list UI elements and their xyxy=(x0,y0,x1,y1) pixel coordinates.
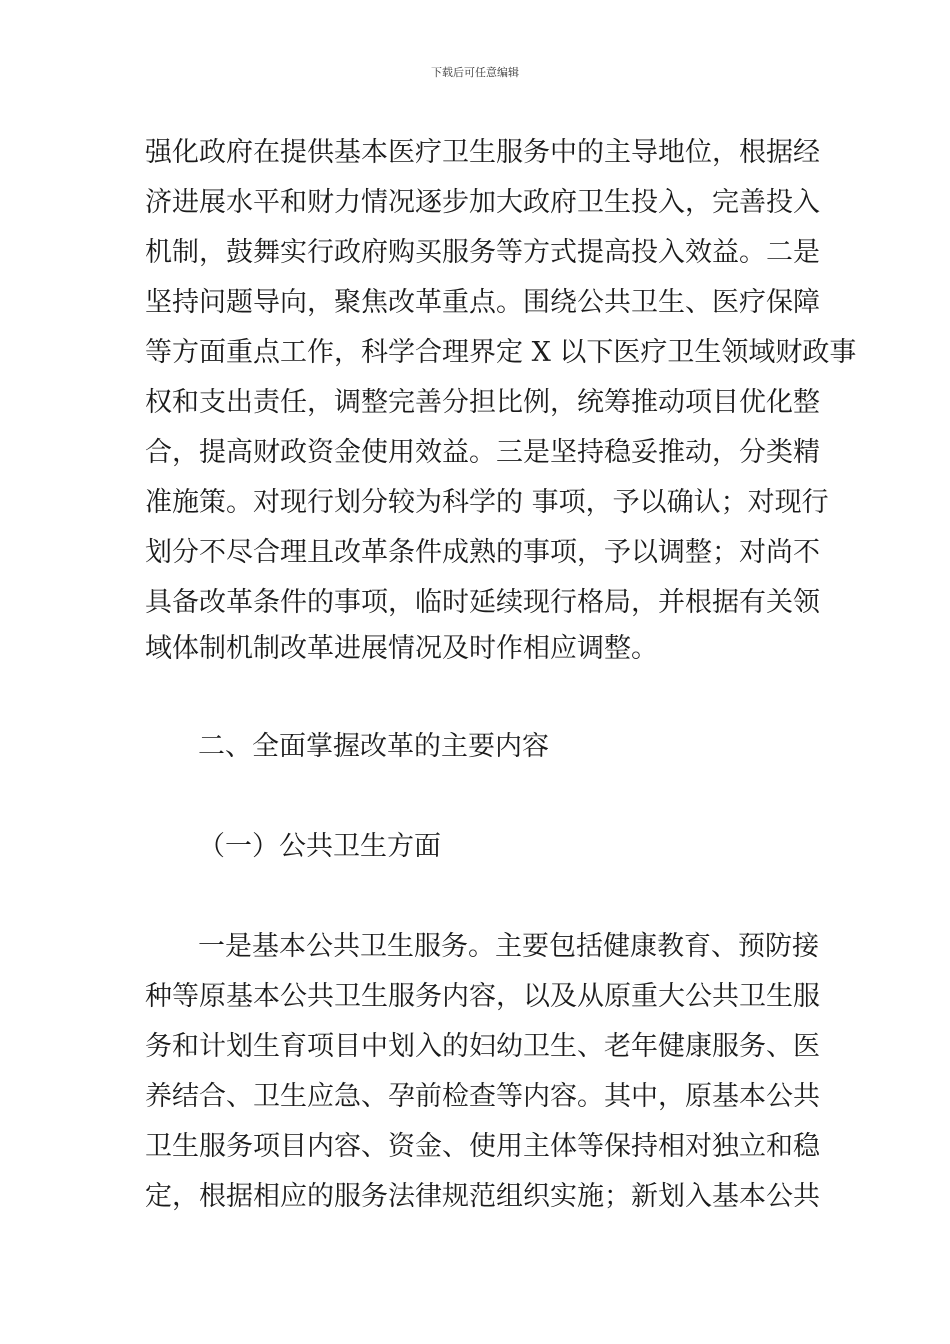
paragraph-line: 一是基本公共卫生服务。主要包括健康教育、预防接 xyxy=(198,931,819,962)
subsection-heading: （一）公共卫生方面 xyxy=(198,831,441,862)
paragraph-line: 务和计划生育项目中划入的妇幼卫生、老年健康服务、医 xyxy=(145,1031,820,1062)
paragraph-line: 等方面重点工作，科学合理界定 X 以下医疗卫生领域财政事 xyxy=(145,337,857,368)
paragraph-line: 准施策。对现行划分较为科学的 事项，予以确认；对现行 xyxy=(145,487,829,518)
paragraph-line: 济进展水平和财力情况逐步加大政府卫生投入，完善投入 xyxy=(145,187,820,218)
paragraph-line: 定，根据相应的服务法律规范组织实施；新划入基本公共 xyxy=(145,1181,820,1212)
paragraph-line: 坚持问题导向，聚焦改革重点。围绕公共卫生、医疗保障 xyxy=(145,287,820,318)
paragraph-line: 具备改革条件的事项，临时延续现行格局，并根据有关领 xyxy=(145,587,820,618)
paragraph-line: 机制，鼓舞实行政府购买服务等方式提高投入效益。二是 xyxy=(145,237,820,268)
paragraph-line: 卫生服务项目内容、资金、使用主体等保持相对独立和稳 xyxy=(145,1131,820,1162)
paragraph-line: 养结合、卫生应急、孕前检查等内容。其中，原基本公共 xyxy=(145,1081,820,1112)
paragraph-line: 域体制机制改革进展情况及时作相应调整。 xyxy=(145,633,658,664)
section-heading: 二、全面掌握改革的主要内容 xyxy=(198,731,549,762)
paragraph-line: 强化政府在提供基本医疗卫生服务中的主导地位，根据经 xyxy=(145,137,820,168)
paragraph-line: 种等原基本公共卫生服务内容，以及从原重大公共卫生服 xyxy=(145,981,820,1012)
paragraph-line: 合，提高财政资金使用效益。三是坚持稳妥推动，分类精 xyxy=(145,437,820,468)
paragraph-line: 划分不尽合理且改革条件成熟的事项，予以调整；对尚不 xyxy=(145,537,820,568)
page-header: 下载后可任意编辑 xyxy=(431,66,519,79)
paragraph-line: 权和支出责任，调整完善分担比例，统筹推动项目优化整 xyxy=(145,387,820,418)
